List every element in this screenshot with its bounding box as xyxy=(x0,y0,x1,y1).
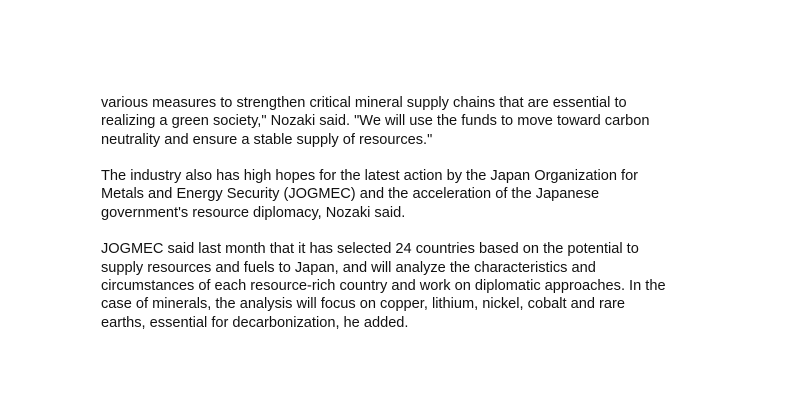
article-paragraph xyxy=(101,167,701,222)
article-paragraph xyxy=(101,94,701,149)
text-line: earths, essential for decarbonization, he added. xyxy=(101,314,409,331)
article-paragraph xyxy=(101,240,701,331)
text-line: neutrality and ensure a stable supply of resources." xyxy=(101,131,433,148)
text-line: Metals and Energy Security (JOGMEC) and the acceleration of the Japanese xyxy=(101,186,600,203)
text-line: various measures to strengthen critical mineral supply chains that are essential to xyxy=(101,95,627,111)
text-line: case of minerals, the analysis will focus on copper, lithium, nickel, cobalt and rare xyxy=(101,296,626,313)
text-line: circumstances of each resource-rich country and work on diplomatic approaches. In the xyxy=(101,277,666,294)
article-body xyxy=(101,94,701,350)
text-line: realizing a green society," Nozaki said. "We will use the funds to move toward carbon xyxy=(101,113,650,130)
text-line: supply resources and fuels to Japan, and will analyze the characteristics and xyxy=(101,259,596,276)
text-line: JOGMEC said last month that it has selected 24 countries based on the potential to xyxy=(101,241,639,258)
text-line: government's resource diplomacy, Nozaki said. xyxy=(101,204,406,221)
text-line: The industry also has high hopes for the latest action by the Japan Organization for xyxy=(101,168,639,185)
